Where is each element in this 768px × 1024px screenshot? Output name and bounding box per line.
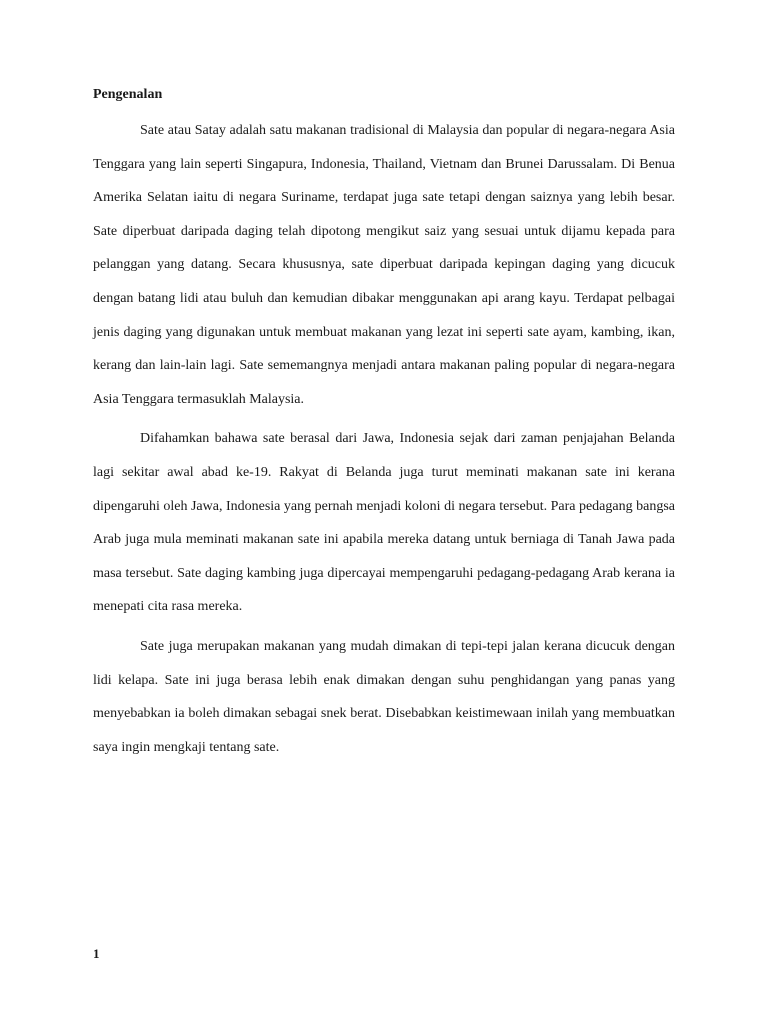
section-heading: Pengenalan (93, 87, 163, 102)
paragraph-2: Difahamkan bahawa sate berasal dari Jawa, Indonesia sejak dari zaman penjajahan Belanda lagi sekitar awal abad ke-19. Rakyat di Belanda juga turut meminati makanan sate ini kerana dipengaruhi oleh Jawa, Indonesia yang pernah menjadi koloni di negara tersebut. Para pedagang bangsa Arab juga mula meminati makanan sate ini apabila mereka datang untuk berniaga di Tanah Jawa pada masa tersebut. Sate daging kambing juga dipercayai mempengaruhi pedagang-pedagang Arab kerana ia menepati cita rasa mereka. (93, 431, 675, 615)
paragraph-1: Sate atau Satay adalah satu makanan tradisional di Malaysia dan popular di negara-negara Asia Tenggara yang lain seperti Singapura, Indonesia, Thailand, Vietnam dan Brunei Darussalam. Di Benua Amerika Selatan iaitu di negara Suriname, terdapat juga sate tetapi dengan saiznya yang lebih besar. Sate diperbuat daripada daging telah dipotong mengikut saiz yang sesuai untuk dijamu kepada para pelanggan yang datang. Secara khususnya, sate diperbuat daripada kepingan daging yang dicucuk dengan batang lidi atau buluh dan kemudian dibakar menggunakan api arang kayu. Terdapat pelbagai jenis daging yang digunakan untuk membuat makanan yang lezat ini seperti sate ayam, kambing, ikan, kerang dan lain-lain lagi. Sate sememangnya menjadi antara makanan paling popular di negara-negara Asia Tenggara termasuklah Malaysia. (93, 123, 675, 407)
page-number: 1 (93, 946, 100, 961)
document-body (93, 114, 675, 770)
paragraph-3: Sate juga merupakan makanan yang mudah dimakan di tepi-tepi jalan kerana dicucuk dengan lidi kelapa. Sate ini juga berasa lebih enak dimakan dengan suhu penghidangan yang panas yang menyebabkan ia boleh dimakan sebagai snek berat. Disebabkan keistimewaan inilah yang membuatkan saya ingin mengkaji tentang sate. (93, 638, 675, 755)
